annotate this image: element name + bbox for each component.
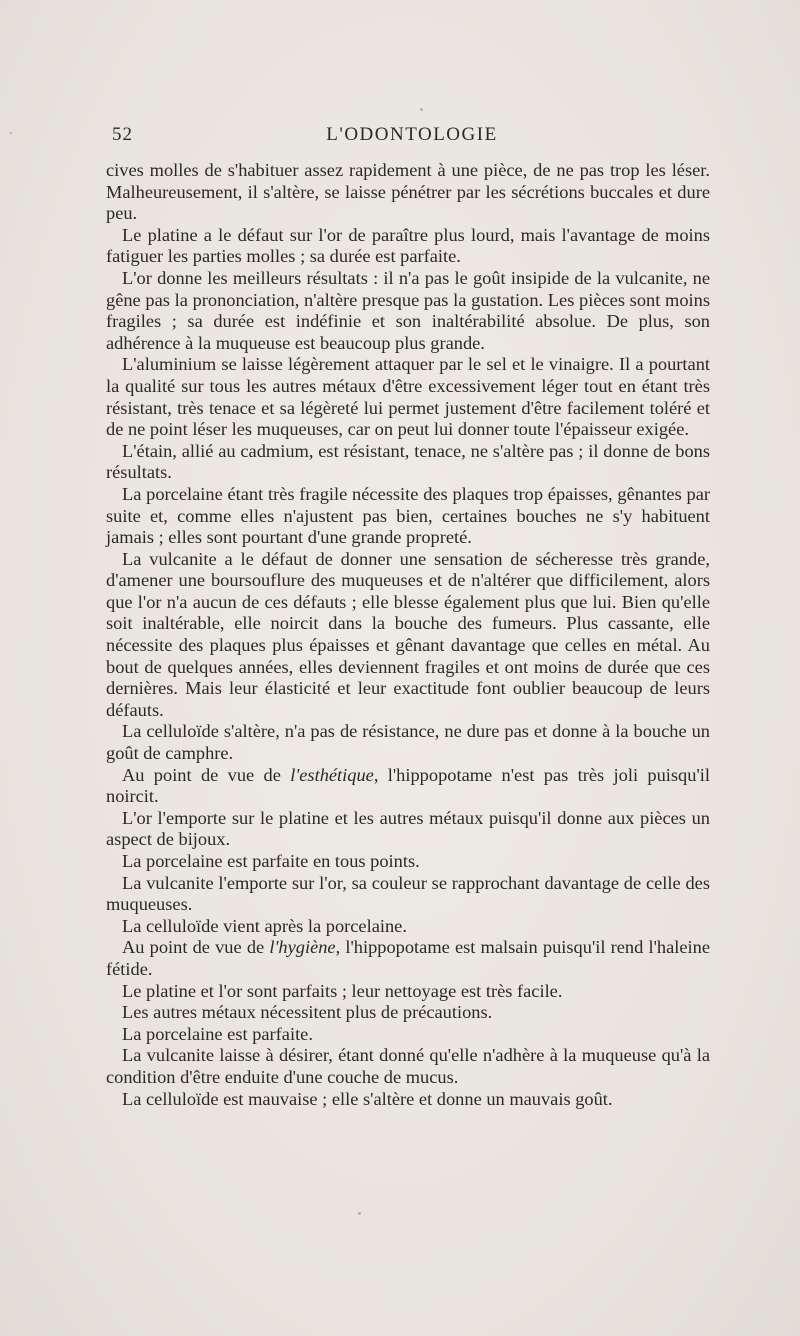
italic-term: l'esthétique: [290, 764, 374, 785]
paper-speck: [10, 132, 12, 134]
paragraph: L'aluminium se laisse légèrement attaquer par le sel et le vinaigre. Il a pourtant la qualité sur tous les autres métaux d'être excessivement léger tout en étant très résistant, très tenace et sa légèreté lui permet justement d'être facilement toléré et de ne point léser les muqueuses, car on peut lui donner toute l'épaisseur exigée.: [106, 354, 710, 440]
page-header: [112, 124, 712, 154]
paragraph: La celluloïde s'altère, n'a pas de résistance, ne dure pas et donne à la bouche un goût de camphre.: [106, 721, 710, 764]
paper-speck: [420, 108, 423, 111]
text-run: , l'hippopotame est malsain puisqu'il rend l'haleine fétide.: [106, 937, 710, 979]
paragraph: La porcelaine est parfaite en tous points.: [122, 851, 420, 871]
paragraph: Les autres métaux nécessitent plus de précautions.: [122, 1002, 493, 1023]
paragraph: Le platine et l'or sont parfaits ; leur nettoyage est très facile.: [122, 980, 563, 1001]
paper-speck: [358, 1212, 361, 1215]
paragraph: La vulcanite laisse à désirer, étant donné qu'elle n'adhère à la muqueuse qu'à la condition d'être enduite d'une couche de mucus.: [106, 1045, 710, 1087]
paragraph: La celluloïde est mauvaise ; elle s'altère et donne un mauvais goût.: [122, 1088, 613, 1109]
text-run: Au point de vue de: [122, 937, 270, 958]
text-run: Au point de vue de: [122, 764, 291, 785]
paragraph: L'étain, allié au cadmium, est résistant, tenace, ne s'altère pas ; il donne de bons résultats.: [106, 440, 710, 483]
paragraph: cives molles de s'habituer assez rapidement à une pièce, de ne pas trop les léser. Malheureusement, il s'altère, se laisse pénétrer par les sécrétions buccales et dure peu.: [106, 160, 710, 224]
italic-term: l'hygiène: [269, 937, 336, 958]
paragraph: La celluloïde vient après la porcelaine.: [122, 915, 407, 936]
paragraph: L'or donne les meilleurs résultats : il n'a pas le goût insipide de la vulcanite, ne gêne pas la prononciation, n'altère presque pas la gustation. Les pièces sont moins fragiles ; sa durée est indéfinie et son inaltérabilité absolue. De plus, son adhérence à la muqueuse est beaucoup plus grande.: [106, 267, 710, 353]
text-run: , l'hippopotame n'est pas très joli puisqu'il noircit.: [106, 764, 710, 807]
paragraph: Le platine a le défaut sur l'or de paraître plus lourd, mais l'avantage de moins fatiguer les parties molles ; sa durée est parfaite.: [106, 224, 710, 267]
paragraph: L'or l'emporte sur le platine et les autres métaux puisqu'il donne aux pièces un aspect de bijoux.: [106, 807, 710, 850]
paragraph: La porcelaine est parfaite.: [122, 1023, 313, 1044]
page-number: 52: [112, 124, 133, 145]
paragraph-esthetique: [106, 765, 710, 808]
body-text: [106, 160, 710, 1110]
paragraph-hygiene: [106, 937, 710, 980]
paragraph: La vulcanite l'emporte sur l'or, sa couleur se rapprochant davantage de celle des muqueuses.: [106, 872, 710, 915]
running-title: L'ODONTOLOGIE: [326, 124, 498, 145]
paragraph: La vulcanite a le défaut de donner une sensation de sécheresse très grande, d'amener une boursouflure des muqueuses et de n'altérer que difficilement, alors que l'or n'a aucun de ces défauts ; elle blesse également plus que lui. Bien qu'elle soit inaltérable, elle noircit dans la bouche des fumeurs. Plus cassante, elle nécessite des plaques plus épaisses et gênant davantage que celles en métal. Au bout de quelques années, elles deviennent fragiles et ont moins de durée que ces dernières. Mais leur élasticité et leur exactitude font oublier beaucoup de leurs défauts.: [106, 548, 710, 720]
paragraph: La porcelaine étant très fragile nécessite des plaques trop épaisses, gênantes par suite et, comme elles n'ajustent pas bien, certaines bouches ne s'y habituent jamais ; elles sont pourtant d'une grande propreté.: [106, 483, 710, 548]
